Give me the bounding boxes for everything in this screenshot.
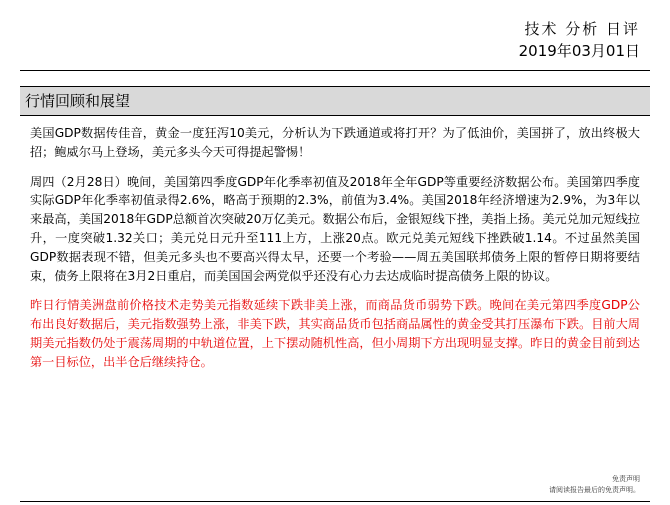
report-header [519, 18, 640, 62]
disclaimer-text: 请阅读报告最后的免责声明。 [549, 486, 640, 494]
intro-paragraph: 美国GDP数据传佳音，黄金一度狂泻10美元，分析认为下跌通道或将打开？为了低油价，美国拼了，放出终极大招；鲍威尔马上登场，美元多头今天可得提起警惕！ [30, 126, 640, 159]
technical-analysis-paragraph: 昨日行情美洲盘前价格技术走势美元指数延续下跌非美上涨，而商品货币弱势下跌。晚间在美元第四季度GDP公布出良好数据后，美元指数强势上涨，非美下跌，其实商品货币包括商品属性的黄金受其打压瀑布下跌。目前大周期美元指数仍处于震荡周期的中轨道位置，上下摆动随机性高，但小周期下方出现明显支撑。昨日的黄金目前到达第一目标位，出半仓后继续持仓。 [30, 298, 640, 369]
footer-divider [20, 501, 650, 502]
disclaimer-title: 免责声明 [612, 475, 640, 483]
report-title: 技术 分析 日评 [524, 20, 640, 38]
report-body [30, 124, 640, 383]
report-date: 2019年03月01日 [518, 42, 640, 60]
section-header-bar [20, 86, 650, 116]
market-news-paragraph: 周四（2月28日）晚间，美国第四季度GDP年化季率初值及2018年全年GDP等重要经济数据公布。美国第四季度实际GDP年化季率初值录得2.6%，略高于预期的2.3%，前值为3.4%。美国2018年经济增速为2.9%，为3年以来最高，美国2018年GDP总额首次突破20万亿美元。数据公布后，金银短线下挫，美指上扬。美元兑加元短线拉升，一度突破1.32关口；美元兑日元升至111上方，上涨20点。欧元兑美元短线下挫跌破1.14。不过虽然美国GDP数据表现不错，但美元多头也不要高兴得太早，还要一个考验——周五美国联邦债务上限的暂停日期将要结束，债务上限将在3月2日重启，而美国国会两党似乎还没有心力去达成临时提高债务上限的协议。 [30, 174, 640, 283]
section-title: 行情回顾和展望 [25, 92, 131, 110]
disclaimer-note [549, 474, 640, 496]
header-divider [20, 70, 650, 71]
